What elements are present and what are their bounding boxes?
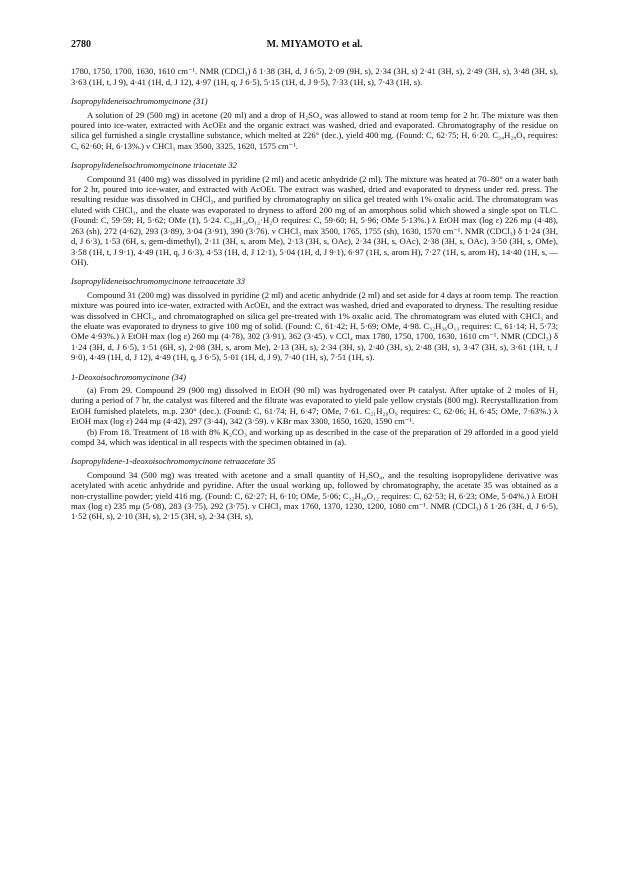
section-paragraph: (b) From 18. Treatment of 18 with 8% K₂CO₃ and working up as described in the case of the preparation of 29 afforded in a good yield compd 34, which was identical in all respects with the specimen obtained in (a). bbox=[71, 426, 558, 447]
section-paragraph: Compound 31 (200 mg) was dissolved in pyridine (2 ml) and acetic anhydride (2 ml) and set aside for 4 days at room temp. The reaction mixture was poured into ice-water, extracted with AcOEt, and the extract was washed, dried and evaporated to dryness. The resulting residue was dissolved in CHCl₃, and chromatographed on silica gel pre-treated with 1% oxalic acid. The chromatogram was eluted with CHCl₃ and the eluate was evaporated to dryness to give 100 mg of solid. (Found: C, 61·42; H, 5·69; OMe, 4·98. C₃₂H₃₆O₁₃ requires: C, 61·14; H, 5·73; OMe 4·93%.) λ EtOH max (log ε) 260 mμ (4·78), 302 (3·91), 362 (3·45). ν CCl₄ max 1780, 1750, 1700, 1630, 1610 cm⁻¹. NMR (CDCl₃) δ 1·24 (3H, d, J 6·5), 1·51 (6H, s), 2·08 (3H, s, arom Me), 2·13 (3H, s), 2·34 (3H, s), 2·40 (3H, s), 2·48 (3H, s), 3·47 (3H, s), 3·61 (1H, t, J 9·0), 4·49 (1H, d, J 12), 4·49 (1H, q, J 6·5), 5·01 (1H, d, J 9), 7·40 (1H, s), 7·51 (1H, s). bbox=[71, 289, 558, 363]
section-paragraph: Compound 34 (500 mg) was treated with acetone and a small quantity of H₂SO₄, and the resulting isopropylidene derivative was acetylated with acetic anhydride and pyridine. After the usual working up, followed by chromatography, the acetate 35 was obtained as a non-crystalline powder; yield 416 mg. (Found: C, 62·27; H, 6·10; OMe, 5·06; C₃₂H₃₈O₁₂ requires: C, 62·53; H, 6·23; OMe, 5·04%.) λ EtOH max (log ε) 235 mμ (5·08), 283 (3·75), 292 (3·75). ν CHCl₃ max 1760, 1370, 1230, 1200, 1080 cm⁻¹. NMR (CDCl₃) δ 1·26 (3H, d, J 6·5), 1·52 (6H, s), 2·10 (3H, s), 2·15 (3H, s), 2·34 (3H, s), bbox=[71, 469, 558, 522]
page-header bbox=[71, 40, 558, 50]
section-33 bbox=[71, 276, 558, 362]
page-number: 2780 bbox=[71, 39, 91, 50]
section-paragraph: (a) From 29. Compound 29 (900 mg) dissolved in EtOH (90 ml) was hydrogenated over Pt catalyst. After uptake of 2 moles of H₂ during a period of 7 hr, the catalyst was filtered and the filtrate was evaporated to yield pale yellow crystals (800 mg). Recrystallization from EtOH furnished platelets, m.p. 230° (dec.). (Found: C, 61·74; H, 6·47; OMe, 7·61. C₂₁H₂₆O₉ requires: C, 62·06; H, 6·45; OMe, 7·63%.) λ EtOH max (log ε) 244 mμ (4·42), 297 (3·44), 342 (3·59). ν KBr max 3300, 1650, 1620, 1590 cm⁻¹. bbox=[71, 384, 558, 427]
running-title: M. MIYAMOTO et al. bbox=[266, 39, 363, 50]
section-35 bbox=[71, 456, 558, 521]
section-heading: Isopropylidenelsochromomycinone triacetate 32 bbox=[71, 160, 237, 171]
section-paragraph: A solution of 29 (500 mg) in acetone (20 ml) and a drop of H₂SO₄ was allowed to stand at room temp for 2 hr. The mixture was then poured into ice-water, extracted with AcOEt and the organic extract was washed, dried and evaporated. Chromatography of the residue on silica gel furnished a single crystalline substance, which melted at 226° (dec.), yield 400 mg. (Found: C, 62·75; H, 6·20. C₂₄H₂₈O₉ requires: C, 62·60; H, 6·13%.) ν CHCl₃ max 3500, 3325, 1620, 1575 cm⁻¹. bbox=[71, 109, 558, 151]
section-heading: Isopropylideneisochromomycinone tetraacetate 33 bbox=[71, 276, 246, 287]
section-heading: Isopropylidene-1-deoxoisochromomycinone tetraacetate 35 bbox=[71, 456, 276, 467]
opening-paragraph: 1780, 1750, 1700, 1630, 1610 cm⁻¹. NMR (CDCl₃) δ 1·38 (3H, d, J 6·5), 2·09 (9H, s), 2·34 (3H, s) 2·41 (3H, s), 2·49 (3H, s), 3·48 (3H, s), 3·63 (1H, t, J 9), 4·41 (1H, d, J 12), 4·97 (1H, q, J 6·5), 5·15 (1H, d, J 9·5), 7·33 (1H, s), 7·43 (1H, s). bbox=[71, 66, 558, 87]
section-31 bbox=[71, 96, 558, 151]
section-paragraph: Compound 31 (400 mg) was dissolved in pyridine (2 ml) and acetic anhydride (2 ml). The mixture was heated at 70–80° on a water bath for 2 hr, poured into ice-water, and extracted with AcOEt. The extract was washed, dried and evaporated to dryness under red. press. The resulting residue was dissolved in CHCl₃, and purified by chromatography on silica gel treated with 1% oxalic acid. The chromatogram was eluted with CHCl₃, and the eluate was evaporated to dryness to afford 200 mg of an amorphous solid which showed a single spot on TLC. (Found: C, 59·59; H, 5·62; OMe (1), 5·24. C₃₀H₃₄O₁₂·H₂O requires: C, 59·60; H, 5·96; OMe 5·13%.) λ EtOH max (log ε) 226 mμ (4·48), 263 (sh), 272 (4·62), 293 (3·89), 3·04 (3·91), 390 (3·76). ν CHCl₃ max 3500, 1765, 1755 (sh), 1630, 1570 cm⁻¹. NMR (CDCl₃) δ 1·24 (3H, d, J 6·3), 1·53 (6H, s, gem-dimethyl), 2·11 (3H, s, arom Me), 2·13 (3H, s, OAc), 2·34 (3H, s, OAc), 2·38 (3H, s, OAc), 3·50 (3H, s, OMe), 3·58 (1H, t, J 9·1), 4·49 (1H, q, J 6·3), 4·53 (1H, d, J 12·1), 5·04 (1H, d, J 9·1), 6·97 (1H, s, arom H), 7·27 (1H, s, arom H), 14·40 (1H, s, —OH). bbox=[71, 173, 558, 267]
section-34 bbox=[71, 372, 558, 448]
section-32 bbox=[71, 160, 558, 267]
journal-page bbox=[71, 40, 558, 522]
section-heading: 1-Deoxoisochromomycinone (34) bbox=[71, 371, 186, 382]
section-heading: Isopropylideneisochromomycinone (31) bbox=[71, 96, 208, 107]
